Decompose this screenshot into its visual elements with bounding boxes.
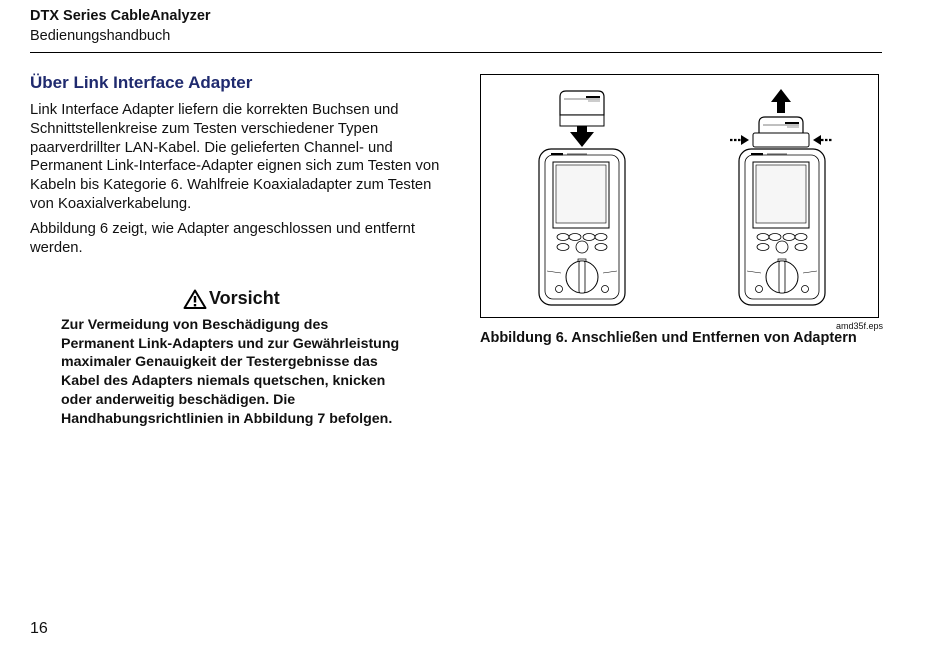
caution-heading <box>183 288 280 309</box>
arrow-down-icon <box>570 126 594 147</box>
page-header <box>30 7 882 53</box>
adapter-remove-group <box>730 89 832 305</box>
tester-illustration <box>481 75 878 317</box>
body-paragraph: Abbildung 6 zeigt, wie Adapter angeschlossen und entfernt werden. <box>30 221 415 256</box>
warning-triangle-icon <box>183 289 207 309</box>
figure-caption: Abbildung 6. Anschließen und Entfernen von Adaptern <box>480 330 857 346</box>
section-title: Über Link Interface Adapter <box>30 73 253 92</box>
caution-label: Vorsicht <box>209 288 280 308</box>
document-title: DTX Series CableAnalyzer <box>30 8 211 24</box>
figure-adapter-illustration <box>480 74 879 318</box>
document-subtitle: Bedienungshandbuch <box>30 28 171 44</box>
page-number: 16 <box>30 620 48 637</box>
adapter-connect-group <box>539 91 625 305</box>
arrow-up-icon <box>771 89 791 113</box>
caution-text: Zur Vermeidung von Beschädigung des Permanent Link-Adapters und zur Gewährleistung maximaler Genauigkeit der Testergebnisse das Kabel des Adapters niemals quetschen, knicken oder anderweitig beschädigen. Die Handhabungsrichtlinien in Abbildung 7 befolgen. <box>61 317 400 427</box>
figure-file-label: amd35f.eps <box>836 321 884 331</box>
body-paragraph: Link Interface Adapter liefern die korrekten Buchsen und Schnittstellenkreise zum Testen verschiedener Typen paarverdrillter LAN-Kabel. Die gelieferten Channel- und Permanent Link-Interface-Adapter eignen sich zum Testen von Kabeln bis Kategorie 6. Wahlfreie Koaxialadapter zum Testen von Koaxialverkabelung. <box>30 102 440 212</box>
